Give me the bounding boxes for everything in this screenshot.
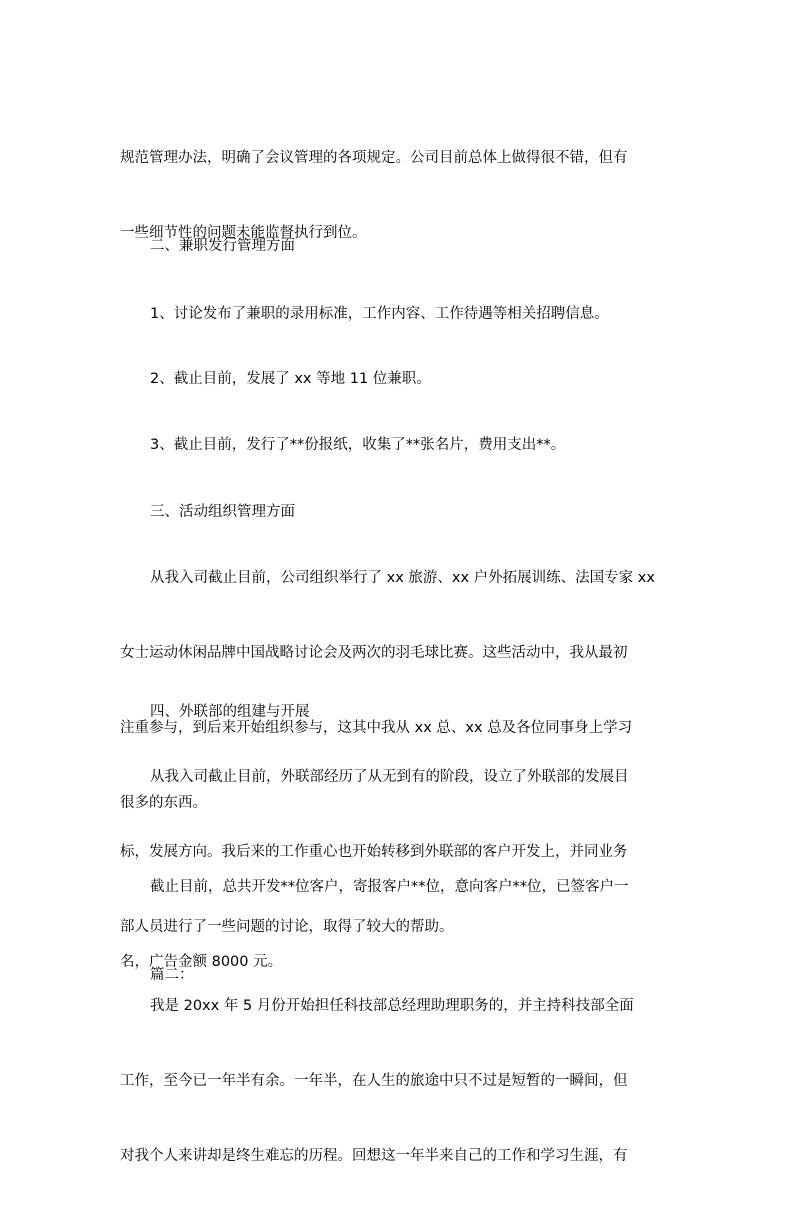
- text-line: 名，广告金额 8000 元。: [120, 954, 283, 970]
- text-line: 很多的东西。: [120, 795, 207, 811]
- text-line: 工作，至今已一年半有余。一年半，在人生的旅途中只不过是短暂的一瞬间，但: [120, 1073, 628, 1089]
- list-item-text: 1、讨论发布了兼职的录用标准，工作内容、工作待遇等相关招聘信息。: [150, 306, 609, 322]
- text-line: 对我个人来讲却是终生难忘的历程。回想这一年半来自己的工作和学习生涯，有: [120, 1148, 628, 1164]
- paragraph-part-two: [120, 944, 682, 1219]
- text-line: 从我入司截止目前，外联部经历了从无到有的阶段，设立了外联部的发展目: [150, 769, 629, 785]
- list-item-text: 3、截止目前，发行了**份报纸，收集了**张名片，费用支出**。: [150, 437, 566, 453]
- text-line: 截止目前，总共开发**位客户，寄报客户**位，意向客户**位，已签客户一: [150, 879, 629, 895]
- heading-text: 三、活动组织管理方面: [150, 504, 295, 520]
- list-item-text: 2、截止目前，发展了 xx 等地 11 位兼职。: [150, 371, 431, 387]
- text-line: 我是 20xx 年 5 月份开始担任科技部总经理助理职务的，并主持科技部全面: [150, 998, 634, 1014]
- part-label-text: 篇二：: [150, 967, 194, 983]
- text-line: 标，发展方向。我后来的工作重心也开始转移到外联部的客户开发上，并同业务: [120, 844, 628, 860]
- text-line: 女士运动休闲品牌中国战略讨论会及两次的羽毛球比赛。这些活动中，我从最初: [120, 645, 628, 661]
- heading-text: 四、外联部的组建与开展: [150, 704, 310, 720]
- text-line: 从我入司截止目前，公司组织举行了 xx 旅游、xx 户外拓展训练、法国专家 xx: [150, 570, 655, 586]
- text-line: 部人员进行了一些问题的讨论，取得了较大的帮助。: [120, 919, 454, 935]
- text-line: 注重参与，到后来开始组织参与，这其中我从 xx 总、xx 总及各位同事身上学习: [120, 720, 633, 736]
- heading-text: 二、兼职发行管理方面: [150, 238, 295, 254]
- text-line: 一些细节性的问题未能监督执行到位。: [120, 225, 367, 241]
- text-line: 规范管理办法，明确了会议管理的各项规定。公司目前总体上做得很不错，但有: [120, 150, 628, 166]
